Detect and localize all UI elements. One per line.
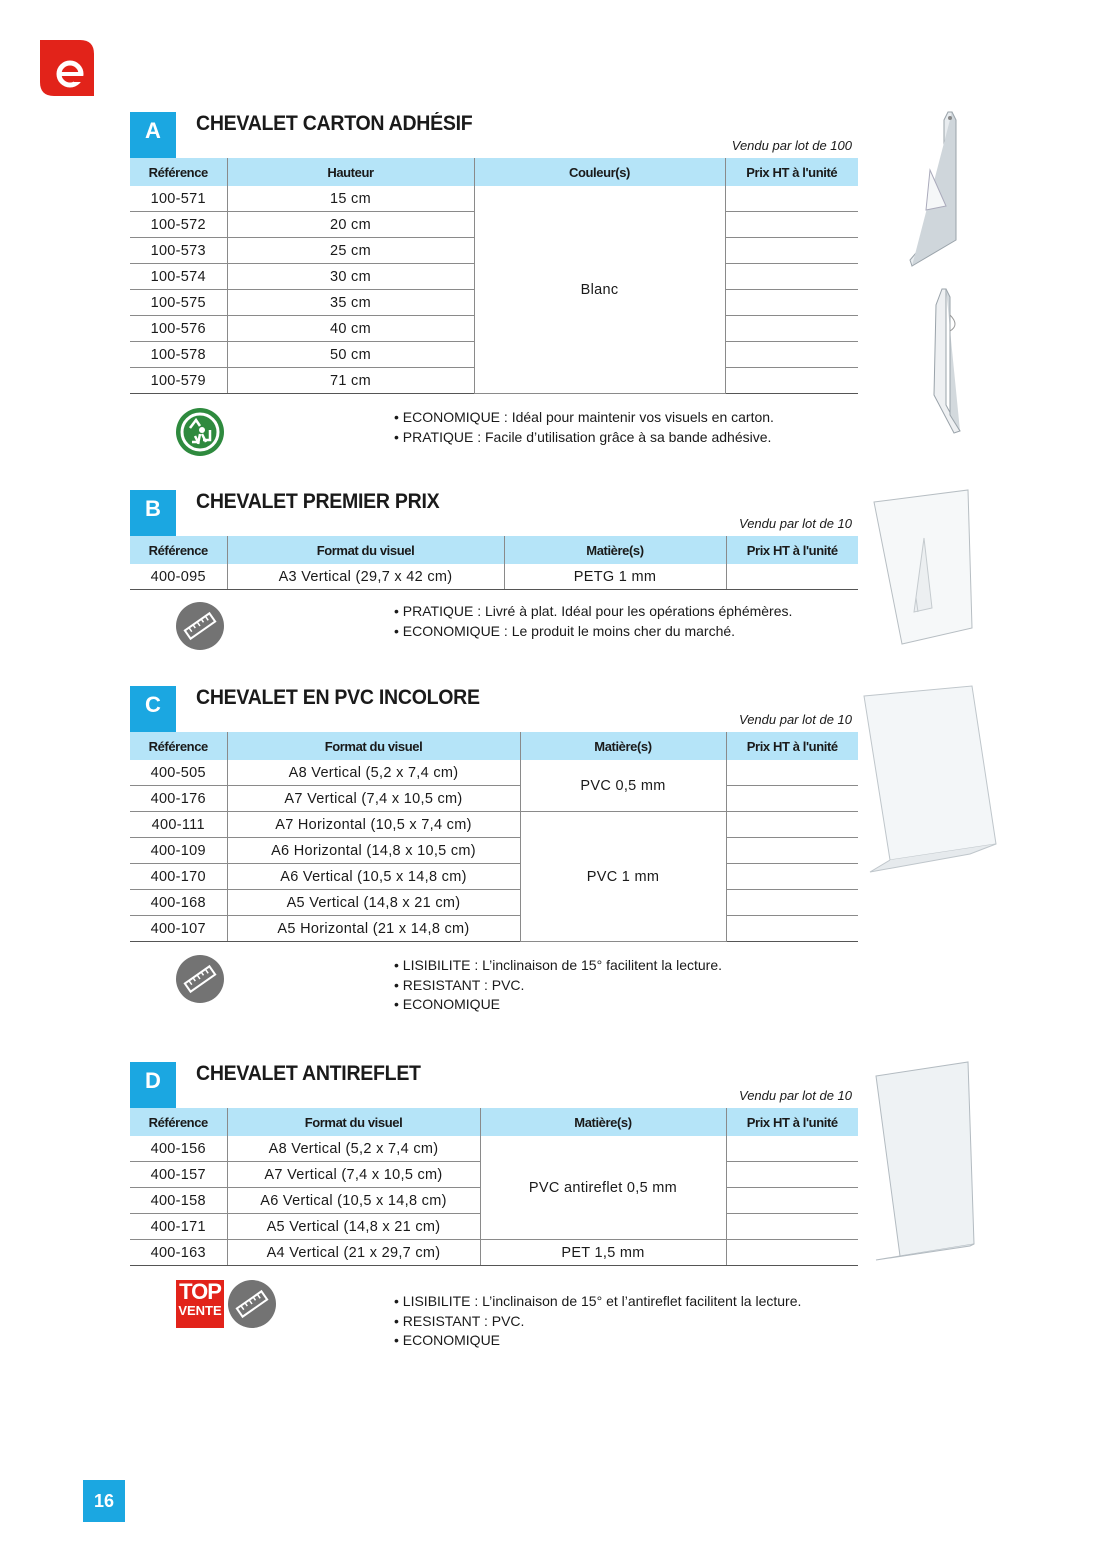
cell-reference: 100-575 [130, 290, 227, 316]
cell-price [725, 186, 858, 212]
cell-material: PVC 1 mm [520, 812, 726, 942]
recycle-icon [176, 408, 224, 456]
col-header-material: Matière(s) [504, 536, 726, 564]
col-header-reference: Référence [130, 1108, 227, 1136]
cell-format: A4 Vertical (21 x 29,7 cm) [227, 1240, 480, 1266]
cell-reference: 100-573 [130, 238, 227, 264]
col-header-price: Prix HT à l'unité [726, 1108, 858, 1136]
cell-material: PETG 1 mm [504, 564, 726, 590]
table-row [130, 186, 858, 212]
section-letter: C [130, 686, 176, 732]
cell-material: PVC antireflet 0,5 mm [480, 1136, 726, 1240]
cell-reference: 400-156 [130, 1136, 227, 1162]
cell-height: 50 cm [227, 342, 474, 368]
ruler-icon [228, 1280, 276, 1328]
cell-reference: 400-157 [130, 1162, 227, 1188]
cell-height: 25 cm [227, 238, 474, 264]
cell-price [726, 760, 858, 786]
cell-reference: 100-571 [130, 186, 227, 212]
feature-item: • ECONOMIQUE [394, 995, 722, 1015]
table-row [130, 838, 858, 864]
section-title: CHEVALET PREMIER PRIX [196, 490, 440, 513]
cell-reference: 400-163 [130, 1240, 227, 1266]
cell-colour: Blanc [474, 186, 725, 394]
col-header-format: Format du visuel [227, 732, 520, 760]
section-letter: D [130, 1062, 176, 1108]
ruler-icon [176, 955, 224, 1003]
cell-reference: 400-168 [130, 890, 227, 916]
badge-line-2: VENTE [178, 1303, 222, 1318]
cell-format: A6 Horizontal (14,8 x 10,5 cm) [227, 838, 520, 864]
page-number: 16 [83, 1480, 125, 1522]
cell-format: A5 Horizontal (21 x 14,8 cm) [227, 916, 520, 942]
table-row [130, 564, 858, 590]
cell-price [726, 890, 858, 916]
cell-price [726, 564, 858, 590]
cell-height: 15 cm [227, 186, 474, 212]
col-header-material: Matière(s) [520, 732, 726, 760]
cell-height: 35 cm [227, 290, 474, 316]
col-header-colour: Couleur(s) [474, 158, 725, 186]
cell-format: A3 Vertical (29,7 x 42 cm) [227, 564, 504, 590]
feature-item: • ECONOMIQUE : Idéal pour maintenir vos visuels en carton. [394, 408, 774, 428]
cell-reference: 100-574 [130, 264, 227, 290]
col-header-price: Prix HT à l'unité [725, 158, 858, 186]
cell-height: 40 cm [227, 316, 474, 342]
cell-reference: 100-572 [130, 212, 227, 238]
cell-reference: 400-111 [130, 812, 227, 838]
lot-size: Vendu par lot de 10 [739, 712, 852, 727]
product-image-petg-easel [868, 488, 978, 648]
col-header-price: Prix HT à l'unité [726, 732, 858, 760]
col-header-reference: Référence [130, 158, 227, 186]
cell-price [726, 1136, 858, 1162]
cell-format: A8 Vertical (5,2 x 7,4 cm) [227, 760, 520, 786]
cell-height: 20 cm [227, 212, 474, 238]
cell-height: 30 cm [227, 264, 474, 290]
cell-price [726, 1188, 858, 1214]
cell-price [725, 264, 858, 290]
table-row [130, 760, 858, 786]
top-vente-badge [176, 1280, 224, 1328]
cell-price [726, 1214, 858, 1240]
product-image-adhesive-easel-2 [920, 285, 980, 435]
feature-list [394, 408, 774, 447]
cell-reference: 400-170 [130, 864, 227, 890]
lot-size: Vendu par lot de 10 [739, 516, 852, 531]
col-header-format: Format du visuel [227, 1108, 480, 1136]
product-image-adhesive-easel-1 [900, 110, 980, 270]
cell-reference: 400-505 [130, 760, 227, 786]
cell-reference: 400-095 [130, 564, 227, 590]
cell-format: A8 Vertical (5,2 x 7,4 cm) [227, 1136, 480, 1162]
cell-format: A6 Vertical (10,5 x 14,8 cm) [227, 1188, 480, 1214]
feature-item: • LISIBILITE : L’inclinaison de 15° et l’antireflet facilitent la lecture. [394, 1292, 801, 1312]
feature-list [394, 602, 792, 641]
cell-price [725, 238, 858, 264]
cell-price [726, 864, 858, 890]
product-table [130, 732, 858, 942]
col-header-reference: Référence [130, 536, 227, 564]
lot-size: Vendu par lot de 10 [739, 1088, 852, 1103]
section-title: CHEVALET CARTON ADHÉSIF [196, 112, 473, 135]
col-header-material: Matière(s) [480, 1108, 726, 1136]
feature-item: • ECONOMIQUE : Le produit le moins cher du marché. [394, 622, 792, 642]
brand-logo [40, 40, 94, 96]
section-title: CHEVALET EN PVC INCOLORE [196, 686, 480, 709]
table-row [130, 786, 858, 812]
cell-reference: 400-109 [130, 838, 227, 864]
cell-format: A6 Vertical (10,5 x 14,8 cm) [227, 864, 520, 890]
product-image-antiglare-easel [870, 1060, 980, 1264]
table-row [130, 890, 858, 916]
feature-item: • RESISTANT : PVC. [394, 1312, 801, 1332]
cell-format: A7 Vertical (7,4 x 10,5 cm) [227, 1162, 480, 1188]
feature-item: • LISIBILITE : L’inclinaison de 15° facilitent la lecture. [394, 956, 722, 976]
cell-format: A7 Vertical (7,4 x 10,5 cm) [227, 786, 520, 812]
product-table [130, 1108, 858, 1266]
cell-price [726, 786, 858, 812]
cell-height: 71 cm [227, 368, 474, 394]
cell-price [726, 916, 858, 942]
cell-material: PVC 0,5 mm [520, 760, 726, 812]
cell-reference: 400-158 [130, 1188, 227, 1214]
cell-price [726, 838, 858, 864]
cell-price [725, 290, 858, 316]
cell-reference: 100-576 [130, 316, 227, 342]
product-table [130, 158, 858, 394]
badge-line-1: TOP [179, 1279, 221, 1304]
cell-format: A5 Vertical (14,8 x 21 cm) [227, 1214, 480, 1240]
ruler-icon [176, 602, 224, 650]
cell-reference: 400-107 [130, 916, 227, 942]
cell-reference: 100-578 [130, 342, 227, 368]
cell-reference: 400-171 [130, 1214, 227, 1240]
cell-price [726, 1162, 858, 1188]
lot-size: Vendu par lot de 100 [731, 138, 852, 153]
col-header-format: Format du visuel [227, 536, 504, 564]
cell-price [726, 812, 858, 838]
cell-reference: 400-176 [130, 786, 227, 812]
cell-format: A7 Horizontal (10,5 x 7,4 cm) [227, 812, 520, 838]
cell-material: PET 1,5 mm [480, 1240, 726, 1266]
feature-item: • RESISTANT : PVC. [394, 976, 722, 996]
cell-price [725, 368, 858, 394]
feature-list [394, 1292, 801, 1351]
table-row [130, 812, 858, 838]
feature-item: • PRATIQUE : Facile d’utilisation grâce à sa bande adhésive. [394, 428, 774, 448]
cell-reference: 100-579 [130, 368, 227, 394]
section-letter: A [130, 112, 176, 158]
cell-price [726, 1240, 858, 1266]
feature-list [394, 956, 722, 1015]
feature-item: • PRATIQUE : Livré à plat. Idéal pour les opérations éphémères. [394, 602, 792, 622]
table-row [130, 864, 858, 890]
cell-price [725, 342, 858, 368]
table-row [130, 916, 858, 942]
product-table [130, 536, 858, 590]
cell-price [725, 316, 858, 342]
product-image-pvc-easel [860, 684, 1002, 880]
feature-item: • ECONOMIQUE [394, 1331, 801, 1351]
table-row [130, 1136, 858, 1162]
col-header-height: Hauteur [227, 158, 474, 186]
cell-format: A5 Vertical (14,8 x 21 cm) [227, 890, 520, 916]
table-row [130, 1240, 858, 1266]
cell-price [725, 212, 858, 238]
col-header-reference: Référence [130, 732, 227, 760]
col-header-price: Prix HT à l'unité [726, 536, 858, 564]
section-letter: B [130, 490, 176, 536]
section-title: CHEVALET ANTIREFLET [196, 1062, 421, 1085]
